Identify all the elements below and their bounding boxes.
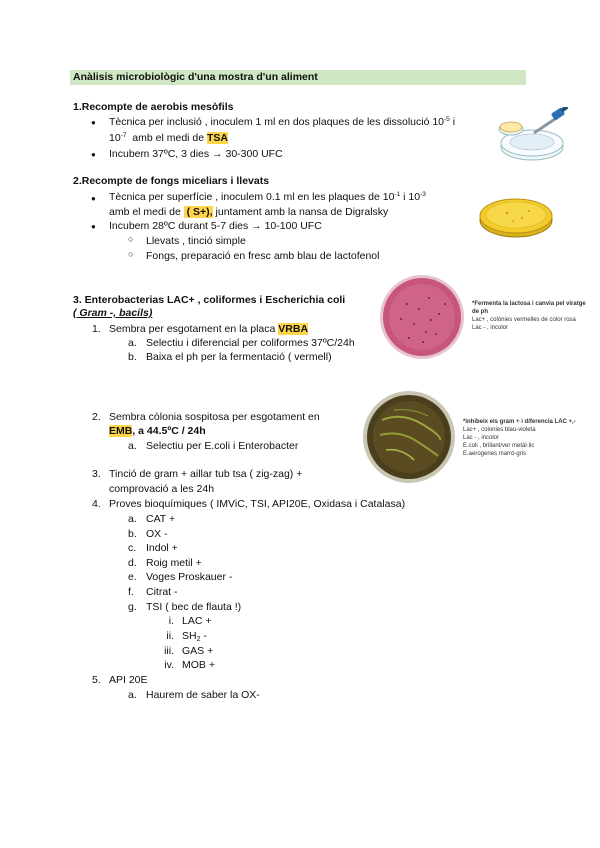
vrba-highlight: VRBA: [278, 323, 309, 335]
list-roman: iv.: [164, 659, 174, 671]
s2-sub-bullet-2: Fongs, preparació en fresc amb blau de lactofenol: [146, 250, 380, 262]
list-letter: g.: [128, 601, 137, 613]
tsi-sh2: $SH_2$ -: [182, 630, 207, 643]
list-roman: ii.: [166, 630, 174, 642]
tsa-highlight: TSA: [207, 132, 229, 144]
s3-item-5a: Haurem de saber la OX-: [146, 689, 260, 701]
list-roman: iii.: [164, 645, 174, 657]
test-tsi: TSI ( bec de flauta !): [146, 601, 242, 613]
list-letter: e.: [128, 571, 137, 583]
list-letter: d.: [128, 557, 137, 569]
petri-dish-pipette-image: [496, 107, 574, 165]
test-cat: CAT +: [146, 513, 176, 525]
tsi-mob: MOB +: [182, 659, 215, 671]
vrba-note: *Fermenta la lactosa i canvia pel viratge de ph Lac+ , colònies vermelles de color rosa Lac - , incolor: [472, 301, 586, 331]
list-number: 5.: [92, 674, 101, 686]
list-number: 2.: [92, 411, 101, 423]
bullet-icon: ●: [91, 118, 96, 127]
section-3-heading: 3. Enterobacterias LAC+ , coliformes i Escherichia coli: [73, 294, 346, 306]
vrba-plate-image: [379, 274, 465, 360]
s3-item-2a: Selectiu per E.coli i Enterobacter: [146, 440, 299, 452]
list-letter: a.: [128, 440, 137, 452]
test-citrat: Citrat -: [146, 586, 178, 598]
s3-item-3-line-2: comprovació a les 24h: [109, 483, 215, 495]
section-2-heading: 2.Recompte de fongs miceliars i llevats: [73, 175, 270, 187]
emb-plate-image: [362, 390, 456, 484]
test-roig-metil: Roig metil +: [146, 557, 202, 569]
section-3-subheading: ( Gram -, bacils): [73, 307, 153, 319]
s2-sub-bullet-1: Llevats , tinció simple: [146, 235, 246, 247]
bullet-icon: ●: [91, 150, 96, 159]
s3-item-2-line-2: EMB, a 44.5ºC / 24h: [109, 425, 206, 437]
list-number: 1.: [92, 323, 101, 335]
test-voges-proskauer: Voges Proskauer -: [146, 571, 233, 583]
section-1-heading: 1.Recompte de aerobis mesòfils: [73, 101, 234, 113]
tsi-lac: LAC +: [182, 615, 212, 627]
s2-bullet-1-line-2: amb el medi de ( S+), juntament amb la nansa de Digralsky: [109, 206, 389, 218]
list-letter: a.: [128, 513, 137, 525]
list-number: 4.: [92, 498, 101, 510]
circle-bullet-icon: ○: [128, 249, 134, 259]
s3-item-1a: Selectiu i diferencial per coliformes 37ºC/24h: [146, 337, 355, 349]
s3-item-1: Sembra per esgotament en la placa VRBA: [109, 323, 309, 335]
s3-item-1b: Baixa el ph per la fermentació ( vermell): [146, 351, 332, 363]
s1-bullet-1-line-2: $10^{-7}$ amb el medi de TSA: [109, 132, 229, 144]
page-title: Anàlisis microbiològic d'una mostra d'un aliment: [73, 71, 318, 83]
s1-bullet-2: Incubem 37ºC, 3 dies → 30-300 UFC: [109, 148, 283, 160]
s-plus-highlight: ( S+),: [183, 206, 213, 218]
bullet-icon: ●: [91, 222, 96, 231]
list-letter: b.: [128, 351, 137, 363]
list-number: 3.: [92, 468, 101, 480]
test-ox: OX -: [146, 528, 168, 540]
s2-bullet-2: Incubem 28ºC durant 5-7 dies → 10-100 UFC: [109, 220, 322, 232]
s2-bullet-1-line-1: Tècnica per superfície , inoculem 0.1 ml en les plaques de $10^{-1}$ i $10^{-3}$: [109, 191, 426, 203]
s1-bullet-1-line-1: Tècnica per inclusió , inoculem 1 ml en dos plaques de les dissolució $10^{-5}$ i: [109, 116, 456, 128]
list-letter: a.: [128, 689, 137, 701]
s3-item-2-line-1: Sembra còlonia sospitosa per esgotament en: [109, 411, 320, 423]
list-letter: b.: [128, 528, 137, 540]
emb-note: *inhibeix els gram + i diferencia LAC +,- Lac+ , colonies blau-violeta Lac - , incolor E.coli , brillant/ver metàl·lic E.aerogenes marró-gris: [463, 419, 576, 457]
bullet-icon: ●: [91, 194, 96, 203]
emb-highlight: EMB: [109, 425, 133, 437]
list-letter: a.: [128, 337, 137, 349]
list-letter: f.: [128, 586, 134, 598]
yellow-agar-plate-image: [476, 193, 556, 241]
list-letter: c.: [128, 542, 137, 554]
s3-item-3-line-1: Tinció de gram + aillar tub tsa ( zig-zag) +: [109, 468, 303, 480]
test-indol: Indol +: [146, 542, 178, 554]
circle-bullet-icon: ○: [128, 234, 134, 244]
tsi-gas: GAS +: [182, 645, 214, 657]
s3-item-5: API 20E: [109, 674, 148, 686]
s3-item-4: Proves bioquímiques ( IMViC, TSI, API20E, Oxidasa i Catalasa): [109, 498, 406, 510]
list-roman: i.: [168, 615, 174, 627]
